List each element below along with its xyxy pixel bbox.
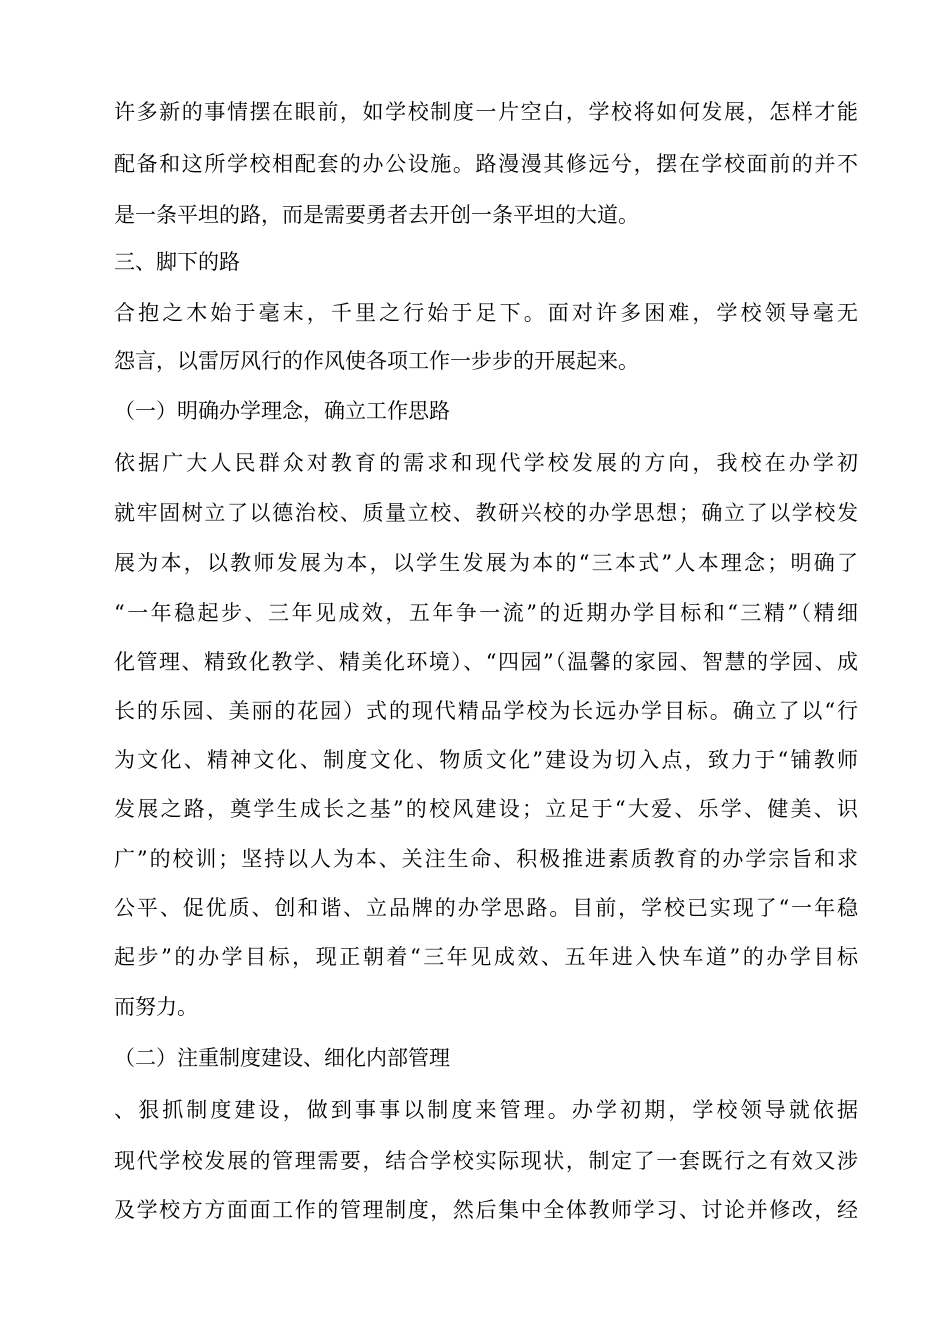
text-line: 及学校方方面面工作的管理制度，然后集中全体教师学习、讨论并修改，经 (114, 1198, 858, 1222)
text-line: 配备和这所学校相配套的办公设施。路漫漫其修远兮，摆在学校面前的并不 (114, 152, 858, 176)
text-line: 依据广大人民群众对教育的需求和现代学校发展的方向，我校在办学初 (114, 451, 858, 475)
text-line: “一年稳起步、三年见成效，五年争一流”的近期办学目标和“三精”（精细 (114, 601, 858, 625)
text-line: 、狠抓制度建设，做到事事以制度来管理。办学初期，学校领导就依据 (114, 1098, 858, 1122)
text-line: 是一条平坦的路，而是需要勇者去开创一条平坦的大道。 (114, 203, 639, 227)
text-line: 合抱之木始于毫末，千里之行始于足下。面对许多困难，学校领导毫无 (114, 301, 858, 325)
subsection-heading: （二）注重制度建设、细化内部管理 (114, 1046, 450, 1070)
section-heading: 三、脚下的路 (114, 250, 240, 274)
text-line: 发展之路，奠学生成长之基”的校风建设；立足于“大爱、乐学、健美、识 (114, 797, 858, 821)
text-line: 化管理、精致化教学、精美化环境）、“四园”（温馨的家园、智慧的学园、成 (114, 650, 858, 674)
text-line: 怨言，以雷厉风行的作风使各项工作一步步的开展起来。 (114, 349, 639, 373)
text-line: 起步”的办学目标，现正朝着“三年见成效、五年进入快车道”的办学目标 (114, 945, 858, 969)
text-line: 现代学校发展的管理需要，结合学校实际现状，制定了一套既行之有效又涉 (114, 1149, 858, 1173)
text-line: 展为本，以教师发展为本，以学生发展为本的“三本式”人本理念；明确了 (114, 551, 858, 575)
subsection-heading: （一）明确办学理念，确立工作思路 (114, 399, 450, 423)
text-line: 为文化、精神文化、制度文化、物质文化”建设为切入点，致力于“铺教师 (114, 748, 858, 772)
text-line: 公平、促优质、创和谐、立品牌的办学思路。目前，学校已实现了“一年稳 (114, 896, 858, 920)
text-line: 长的乐园、美丽的花园）式的现代精品学校为长远办学目标。确立了以“行 (114, 699, 858, 723)
text-line: 就牢固树立了以德治校、质量立校、教研兴校的办学思想；确立了以学校发 (114, 501, 858, 525)
text-line: 而努力。 (114, 995, 198, 1019)
text-line: 广”的校训；坚持以人为本、关注生命、积极推进素质教育的办学宗旨和求 (114, 847, 858, 871)
text-line: 许多新的事情摆在眼前，如学校制度一片空白，学校将如何发展，怎样才能 (114, 100, 858, 124)
